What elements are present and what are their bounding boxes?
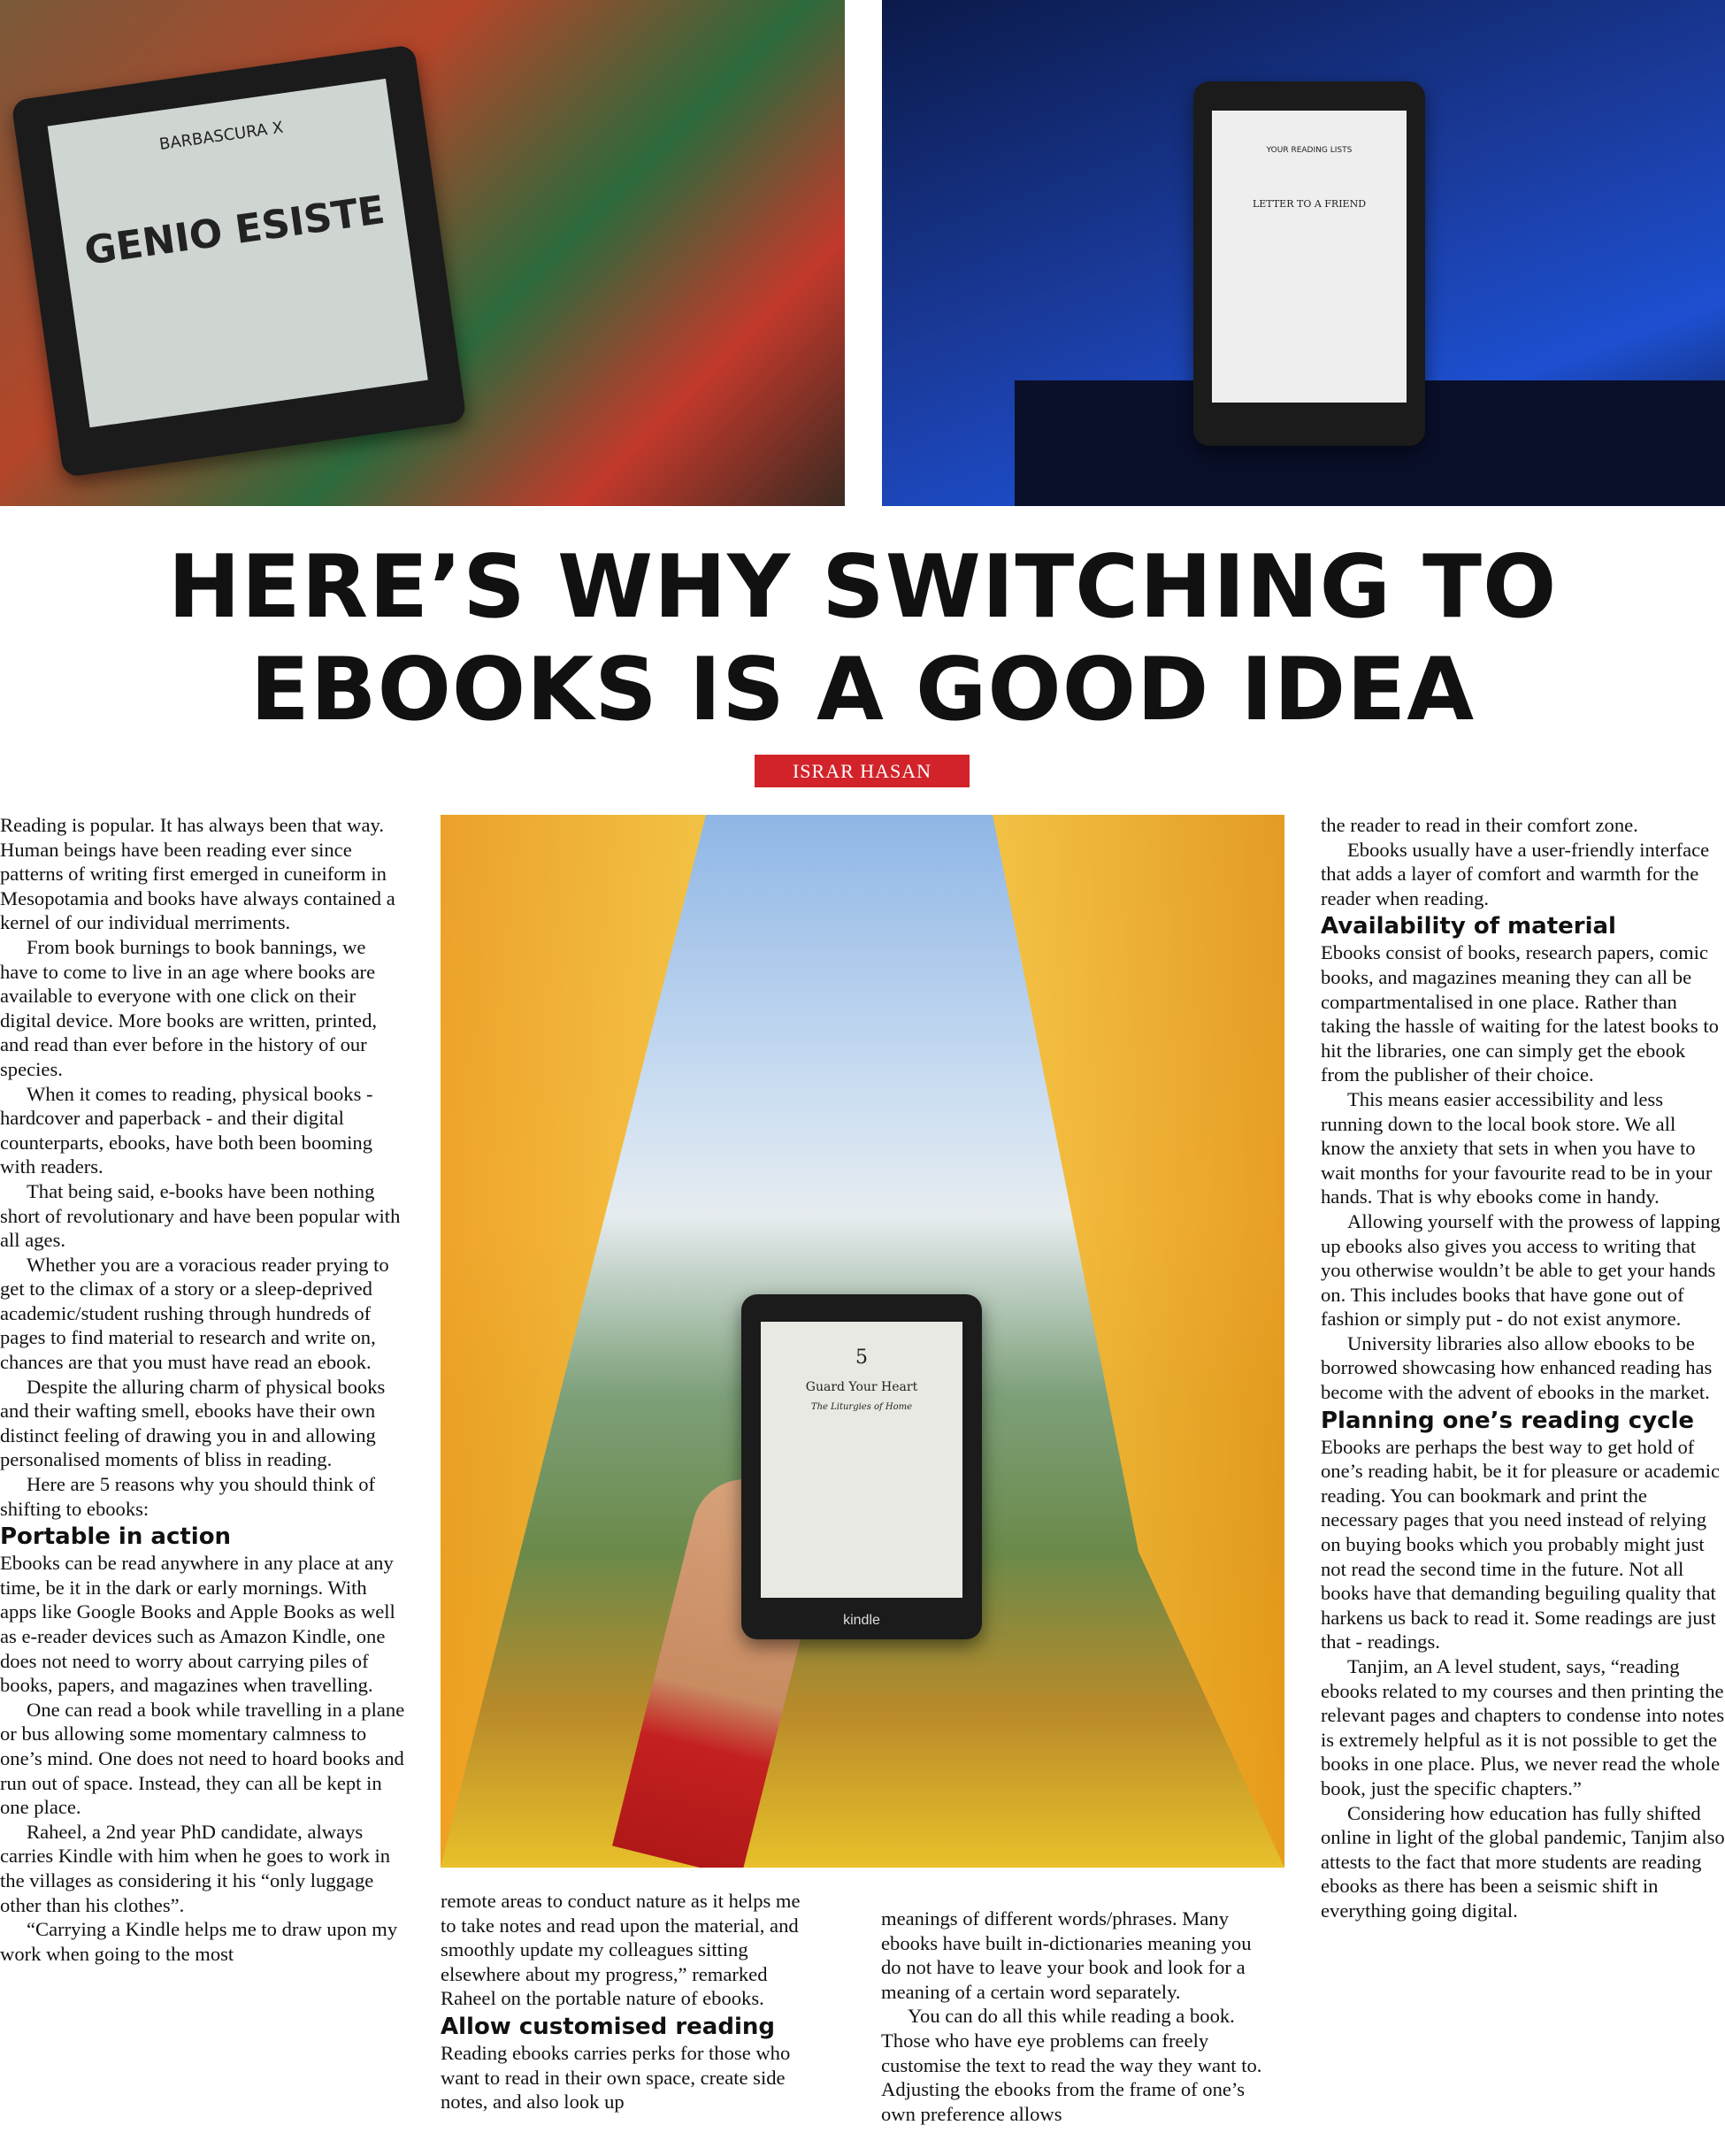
ereader-device (11, 44, 466, 478)
paragraph: Raheel, a 2nd year PhD candidate, always carries Kindle with him when he goes to work in the villages as considering it his “only luggage other than his clothes”. (0, 1820, 391, 1916)
article-column-4 (1321, 813, 1725, 1923)
paragraph: You can do all this while reading a book. Those who have eye problems can freely customise the text to read the way they want to. Adjusting the ebooks from the frame of one’s own preference allows (881, 2005, 1262, 2125)
paragraph: That being said, e-books have been nothing short of revolutionary and have been popular with all ages. (0, 1179, 401, 1252)
paragraph: This means easier accessibility and less running down to the local book store. We all know the anxiety that sets in when you have to wait months for your favourite read to be in your hands. That is why ebooks come in handy. (1321, 1087, 1713, 1208)
screen-heading: YOUR READING LISTS (1266, 145, 1353, 155)
paragraph: From book burnings to book bannings, we have to come to live in an age where books are available to everyone with one click on their digital device. More books are written, printed, and read than ever before in the history of our species. (0, 935, 378, 1080)
paragraph: Ebooks usually have a user-friendly interface that adds a layer of comfort and warmth for the reader when reading. (1321, 838, 1710, 909)
section-heading: Portable in action (0, 1523, 232, 1551)
article-column-1 (0, 813, 405, 1966)
paragraph: Ebooks can be read anywhere in any place at any time, be it in the dark or early mornings. With apps like Google Books and Apple Books as well as e-reader devices such as Amazon Kindle, one does not need to worry about carrying piles of books, papers, and magazines when travelling. (0, 1552, 395, 1697)
byline: ISRAR HASAN (755, 755, 970, 787)
article-column-3 (881, 1907, 1270, 2126)
chapter-title: Guard Your Heart (805, 1379, 918, 1394)
paragraph: Tanjim, an A level student, says, “reading ebooks related to my courses and then printing the relevant pages and chapters to condense into notes is extremely helpful as it is not possible to get the books in one place. Plus, we never read the whole book, just the specific chapters.” (1321, 1655, 1725, 1799)
tent-wall-right (993, 815, 1284, 1868)
paragraph: Allowing yourself with the prowess of lapping up ebooks also gives you access to writing that you otherwise wouldn’t be able to get your hands on. This includes books that have gone out of fashion or simply put - do not exist anymore. (1321, 1209, 1721, 1331)
paragraph: Considering how education has fully shifted online in light of the global pandemic, Tanjim also attests to the fact that more students are reading ebooks as there has been a seismic shift in everything going digital. (1321, 1801, 1725, 1922)
paragraph: Reading ebooks carries perks for those who want to read in their own space, create side notes, and also look up (441, 2041, 791, 2114)
paragraph: One can read a book while travelling in a plane or bus allowing some momentary calmness to one’s mind. One does not need to hoard books and run out of space. Instead, they can all be kept in one place. (0, 1698, 405, 1819)
photo-ereader-on-books (0, 0, 845, 506)
kindle-device (741, 1294, 982, 1639)
chapter-number: 5 (855, 1347, 868, 1370)
section-heading: Availability of material (1321, 913, 1616, 940)
chapter-subtitle: The Liturgies of Home (810, 1401, 913, 1412)
paragraph: Reading is popular. It has always been that way. Human beings have been reading ever since patterns of writing first emerged in cuneiform in Mesopotamia and books have always contained a kernel of our individual merriments. (0, 814, 395, 934)
ereader-device (1193, 81, 1425, 446)
paragraph: Whether you are a voracious reader prying to get to the climax of a story or a sleep-deprived academic/student rushing through hundreds of pages to find material to research and write on, chances are that you must have read an ebook. (0, 1253, 389, 1374)
paragraph: University libraries also allow ebooks to be borrowed showcasing how enhanced reading has become with the advent of ebooks in the market. (1321, 1331, 1713, 1404)
photo-kindle-in-tent (441, 815, 1284, 1868)
paragraph: Despite the alluring charm of physical books and their wafting smell, ebooks have their own distinct feeling of drawing you in and allowing personalised moments of bliss in reading. (0, 1375, 386, 1471)
photo-ereader-blue-room (882, 0, 1725, 506)
paragraph: Ebooks are perhaps the best way to get hold of one’s reading habit, be it for pleasure or academic reading. You can bookmark and print the necessary pages that you need instead of relying on buying books which you probably might just not read the second time in the future. Not all books have that demanding beguiling quality that harkens us back to read it. Some readings are just that - readings. (1321, 1435, 1721, 1653)
kindle-wordmark: kindle (843, 1613, 880, 1629)
device-book-author: BARBASCURA X (157, 118, 285, 155)
paragraph: the reader to read in their comfort zone. (1321, 814, 1638, 836)
paragraph: meanings of different words/phrases. Many ebooks have built in-dictionaries meaning you do not have to leave your book and look for a meaning of a certain word separately. (881, 1907, 1252, 2003)
paragraph: When it comes to reading, physical books - hardcover and paperback - and their digital counterparts, ebooks, have both been booming with readers. (0, 1082, 373, 1178)
section-heading: Allow customised reading (441, 2013, 775, 2040)
paragraph: “Carrying a Kindle helps me to draw upon my work when going to the most (0, 1918, 398, 1965)
paragraph: Here are 5 reasons why you should think of shifting to ebooks: (0, 1473, 376, 1520)
paragraph: remote areas to conduct nature as it helps me to take notes and read upon the material, and smoothly update my colleagues sitting elsewhere about my progress,” remarked Raheel on the portable nature of ebooks. (441, 1890, 801, 2010)
screen-book-title: LETTER TO A FRIEND (1252, 197, 1367, 210)
device-book-title: GENIO ESISTE (81, 187, 388, 274)
paragraph: Ebooks consist of books, research papers, comic books, and magazines meaning they can all be compartmentalised in one place. Rather than taking the hassle of waiting for the latest books to hit the libraries, one can simply get the ebook from the publisher of their choice. (1321, 941, 1719, 1086)
article-column-2 (441, 1889, 807, 2114)
section-heading: Planning one’s reading cycle (1321, 1407, 1695, 1434)
headline: HERE’S WHY SWITCHING TO EBOOKS IS A GOOD IDEA (167, 537, 1558, 740)
